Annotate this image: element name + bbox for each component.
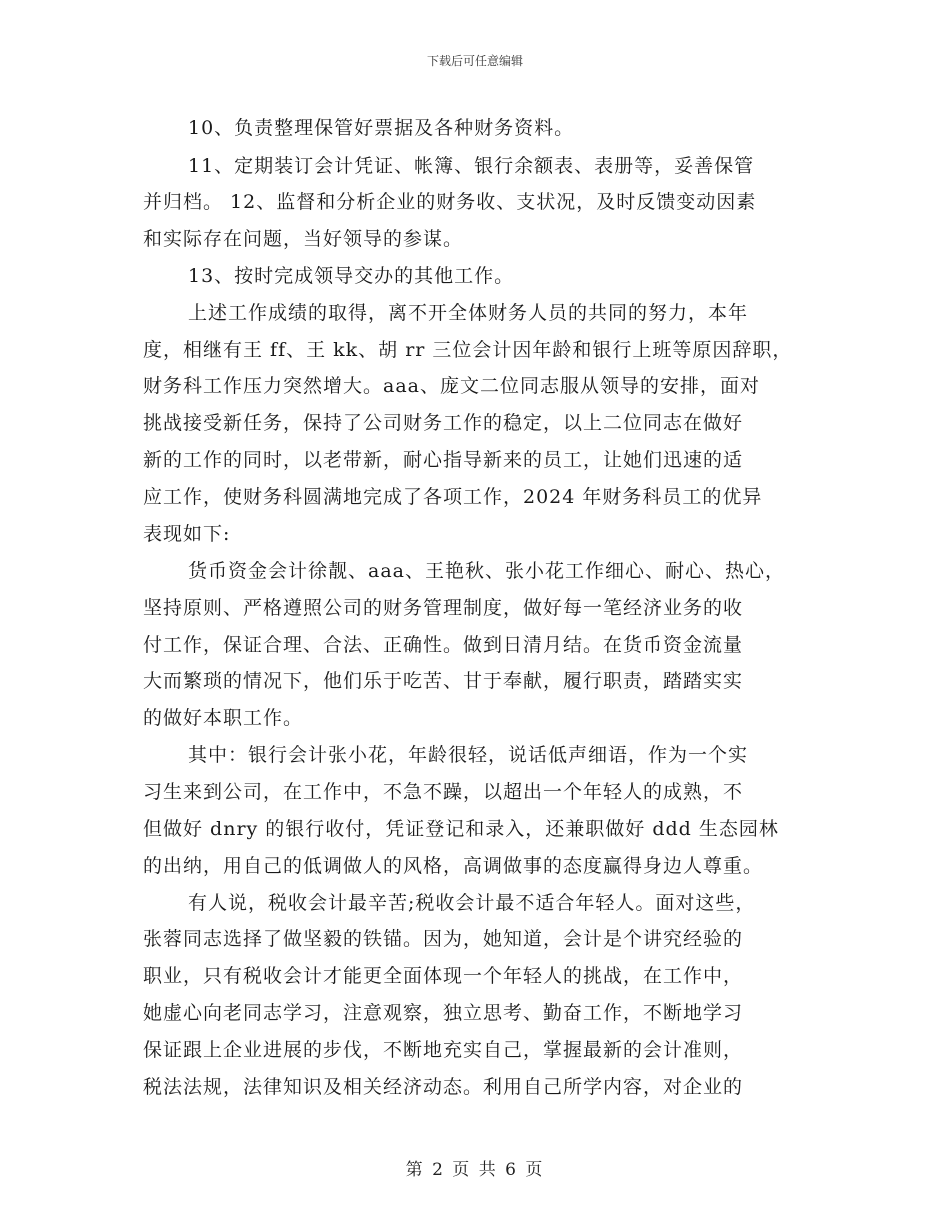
body-line: 13、按时完成领导交办的其他工作。 — [188, 265, 515, 287]
body-line: 新的工作的同时，以老带新，耐心指导新来的员工，让她们迅速的适 — [143, 449, 744, 471]
page-number-footer: 第 2 页 共 6 页 — [405, 1160, 545, 1180]
body-line: 上述工作成绩的取得，离不开全体财务人员的共同的努力，本年 — [188, 302, 749, 324]
body-line: 的出纳，用自己的低调做人的风格，高调做事的态度赢得身边人尊重。 — [143, 855, 764, 877]
body-line: 她虚心向老同志学习，注意观察，独立思考、勤奋工作，不断地学习 — [143, 1002, 744, 1024]
body-line: 财务科工作压力突然增大。aaa、庞文二位同志服从领导的安排，面对 — [143, 375, 760, 397]
body-line: 挑战接受新任务，保持了公司财务工作的稳定，以上二位同志在做好 — [143, 412, 744, 434]
body-line: 其中：银行会计张小花，年龄很轻，说话低声细语，作为一个实 — [188, 744, 749, 766]
body-line: 张蓉同志选择了做坚毅的铁锚。因为，她知道，会计是个讲究经验的 — [143, 928, 744, 950]
body-line: 11、定期装订会计凭证、帐簿、银行余额表、表册等，妥善保管 — [188, 155, 755, 177]
body-line: 职业，只有税收会计才能更全面体现一个年轻人的挑战，在工作中， — [143, 965, 744, 987]
body-line: 和实际存在问题，当好领导的参谋。 — [143, 228, 464, 250]
body-line: 应工作，使财务科圆满地完成了各项工作，2024 年财务科员工的优异 — [143, 486, 763, 508]
body-line: 的做好本职工作。 — [143, 707, 304, 729]
body-line: 货币资金会计徐靓、aaa、王艳秋、张小花工作细心、耐心、热心， — [188, 560, 785, 582]
body-line: 度，相继有王 ff、王 kk、胡 rr 三位会计因年龄和银行上班等原因辞职， — [143, 339, 793, 361]
body-line: 习生来到公司，在工作中，不急不躁，以超出一个年轻人的成熟，不 — [143, 781, 744, 803]
body-line: 税法法规，法律知识及相关经济动态。利用自己所学内容，对企业的 — [143, 1076, 744, 1098]
body-line: 坚持原则、严格遵照公司的财务管理制度，做好每一笔经济业务的收 — [143, 597, 744, 619]
body-line: 保证跟上企业进展的步伐，不断地充实自己，掌握最新的会计准则， — [143, 1039, 744, 1061]
body-line: 10、负责整理保管好票据及各种财务资料。 — [188, 117, 575, 139]
body-line: 并归档。 12、监督和分析企业的财务收、支状况，及时反馈变动因素 — [143, 191, 757, 213]
page-header: 下载后可任意编辑 — [426, 54, 523, 68]
body-line: 付工作，保证合理、合法、正确性。做到日清月结。在货币资金流量 — [143, 634, 744, 656]
body-line: 大而繁琐的情况下，他们乐于吃苦、甘于奉献，履行职责，踏踏实实 — [143, 670, 744, 692]
body-line: 但做好 dnry 的银行收付，凭证登记和录入，还兼职做好 ddd 生态园林 — [143, 818, 779, 840]
body-line: 有人说，税收会计最辛苦;税收会计最不适合年轻人。面对这些， — [188, 892, 756, 914]
body-line: 表现如下: — [143, 523, 231, 545]
